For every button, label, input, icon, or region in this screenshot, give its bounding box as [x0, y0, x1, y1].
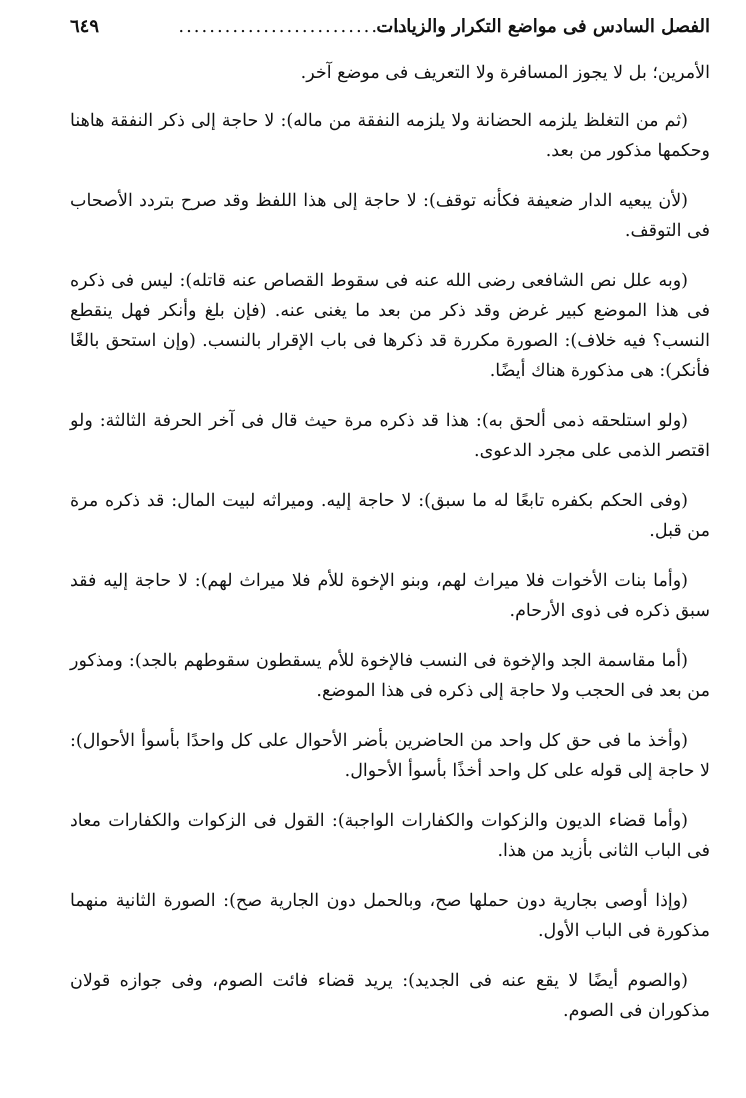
- main-text: [70, 58, 710, 1046]
- page-number: ٦٤٩: [70, 16, 100, 37]
- paragraph-entry: (وإذا أوصى بجارية دون حملها صح، وبالحمل دون الجارية صح): الصورة الثانية منهما مذكورة فى الباب الأول.: [70, 891, 710, 941]
- paragraph-continuation: الأمرين؛ بل لا يجوز المسافرة ولا التعريف فى موضع آخر.: [300, 63, 710, 83]
- paragraph-entry: (ثم من التغلظ يلزمه الحضانة ولا يلزمه النفقة من ماله): لا حاجة إلى ذكر النفقة هاهنا وحكمها مذكور من بعد.: [70, 111, 710, 161]
- chapter-title: الفصل السادس فى مواضع التكرار والزيادات: [376, 16, 710, 37]
- paragraph-entry: (وبه علل نص الشافعى رضى الله عنه فى سقوط القصاص عنه قاتله): ليس فى ذكره فى هذا الموضع كبير غرض وقد ذكر من بعد ما يغنى عنه. (فإن بلغ وأنكر فهل ينقطع النسب؟ فيه خلاف): الصورة مكررة قد ذكرها فى باب الإقرار بالنسب. (وإن استحق بالغًا فأنكر): هى مذكورة هناك أيضًا.: [70, 271, 710, 381]
- paragraph-entry: (والصوم أيضًا لا يقع عنه فى الجديد): يريد قضاء فائت الصوم، وفى جوازه قولان مذكوران فى الصوم.: [70, 971, 710, 1021]
- leader-dots: ..............................: [178, 16, 410, 37]
- running-header: [70, 16, 710, 50]
- paragraph-entry: (وفى الحكم بكفره تابعًا له ما سبق): لا حاجة إليه. وميراثه لبيت المال: قد ذكره مرة من قبل.: [70, 491, 710, 541]
- paragraph-entry: (لأن يبعيه الدار ضعيفة فكأنه توقف): لا حاجة إلى هذا اللفظ وقد صرح بتردد الأصحاب فى التوقف.: [70, 191, 710, 241]
- paragraph-entry: (وأخذ ما فى حق كل واحد من الحاضرين بأضر الأحوال على كل واحدًا بأسوأ الأحوال): لا حاجة إلى قوله على كل واحد أخذًا بأسوأ الأحوال.: [70, 731, 710, 781]
- paragraph-entry: (وأما بنات الأخوات فلا ميراث لهم، وبنو الإخوة للأم فلا ميراث لهم): لا حاجة إليه فقد سبق ذكره فى ذوى الأرحام.: [70, 571, 710, 621]
- paragraph-entry: (ولو استلحقه ذمى ألحق به): هذا قد ذكره مرة حيث قال فى آخر الحرفة الثالثة: ولو اقتصر الذمى على مجرد الدعوى.: [70, 411, 710, 461]
- book-page: [70, 0, 710, 1098]
- paragraph-entry: (وأما قضاء الديون والزكوات والكفارات الواجبة): القول فى الزكوات والكفارات معاد فى الباب الثانى بأزيد من هذا.: [70, 811, 710, 861]
- paragraph-entry: (أما مقاسمة الجد والإخوة فى النسب فالإخوة للأم يسقطون سقوطهم بالجد): ومذكور من بعد فى الحجب ولا حاجة إلى ذكره فى هذا الموضع.: [70, 651, 710, 701]
